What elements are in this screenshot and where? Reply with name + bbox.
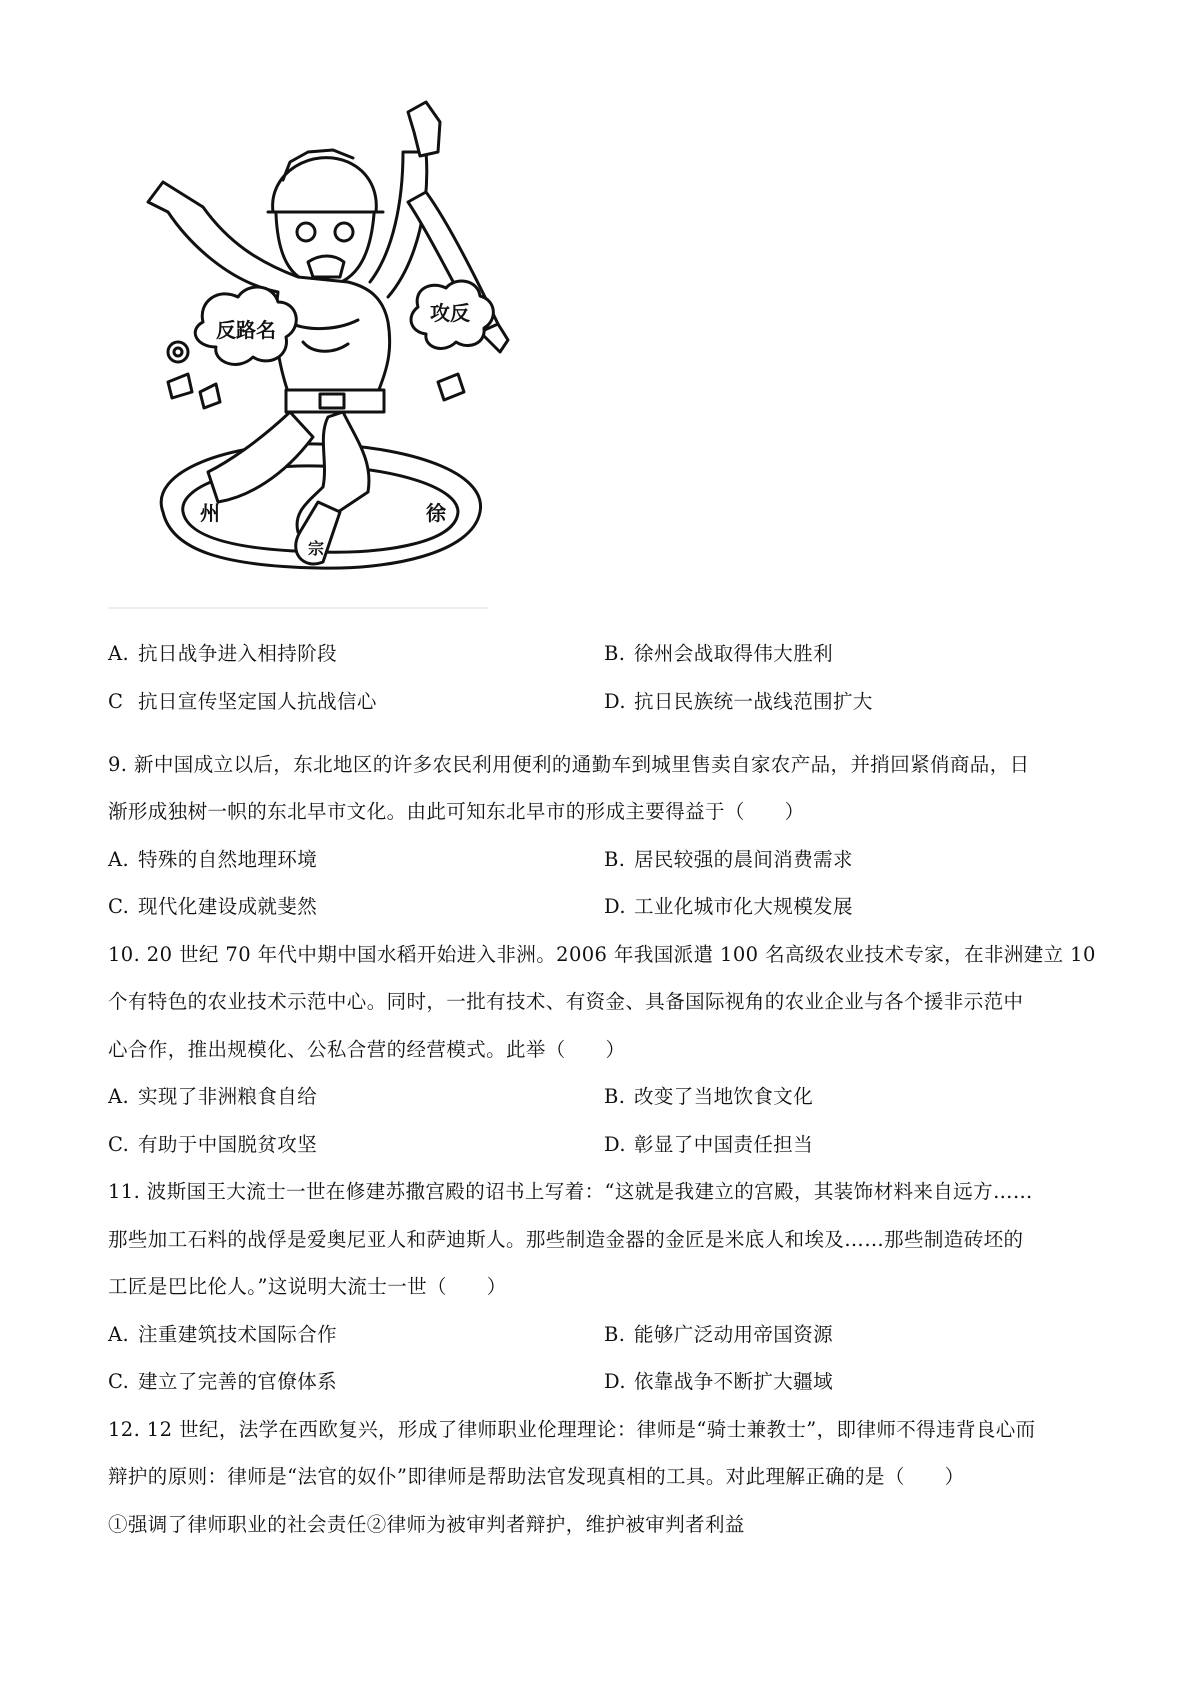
q10-option-a: A. 实现了非洲粮食自给 (108, 1085, 318, 1108)
q8-option-c: C 抗日宣传坚定国人抗战信心 (108, 690, 377, 713)
q10-option-c: C. 有助于中国脱贫攻坚 (108, 1133, 318, 1156)
q11-option-c: C. 建立了完善的官僚体系 (108, 1370, 338, 1393)
pistol (408, 102, 440, 156)
q12-stem-line-2: 辩护的原则：律师是“法官的奴仆”即律师是帮助法官发现真相的工具。对此理解正确的是（ ） (108, 1465, 965, 1488)
q10-option-d: D. 彰显了中国责任担当 (604, 1133, 814, 1156)
q9-option-d: D. 工业化城市化大规模发展 (604, 895, 853, 918)
q11-stem-line-2: 那些加工石料的战俘是爱奥尼亚人和萨迪斯人。那些制造金器的金匠是米底人和埃及……那些制造砖坯的 (108, 1228, 1024, 1251)
sign-left-text: 反路名 (216, 318, 276, 342)
q9-option-c: C. 现代化建设成就斐然 (108, 895, 318, 918)
q11-stem-line-1: 11. 波斯国王大流士一世在修建苏撒宫殿的诏书上写着：“这就是我建立的宫殿，其装饰材料来自远方…… (108, 1180, 1033, 1203)
ground-label-3: 宗 (308, 539, 325, 558)
soldier-arm (370, 152, 427, 297)
q12-statement-line: ①强调了律师职业的社会责任②律师为被审判者辩护，维护被审判者利益 (108, 1513, 745, 1536)
q11-option-d: D. 依靠战争不断扩大疆域 (604, 1370, 834, 1393)
q8-option-d: D. 抗日民族统一战线范围扩大 (604, 690, 873, 713)
soldier-leg-left (208, 412, 313, 502)
q9-option-b: B. 居民较强的晨间消费需求 (604, 848, 853, 871)
q10-option-b: B. 改变了当地饮食文化 (604, 1085, 814, 1108)
q11-stem-line-3: 工匠是巴比伦人。”这说明大流士一世（ ） (108, 1275, 507, 1298)
q9-stem-line-2: 渐形成独树一帜的东北早市文化。由此可知东北早市的形成主要得益于（ ） (108, 800, 805, 823)
q12-stem-line-1: 12. 12 世纪，法学在西欧复兴，形成了律师职业伦理理论：律师是“骑士兼教士”，即律师不得违背良心而 (108, 1418, 1036, 1441)
q10-stem-line-3: 心合作，推出规模化、公私合营的经营模式。此举（ ） (108, 1038, 626, 1061)
q9-option-a: A. 特殊的自然地理环境 (108, 848, 318, 871)
q8-option-b: B. 徐州会战取得伟大胜利 (604, 642, 834, 665)
cartoon-illustration (108, 92, 526, 610)
q10-stem-line-2: 个有特色的农业技术示范中心。同时，一批有技术、有资金、具备国际视角的农业企业与各个援非示范中 (108, 990, 1024, 1013)
q11-option-b: B. 能够广泛动用帝国资源 (604, 1323, 834, 1346)
ground-label-2: 徐 (426, 501, 446, 525)
q11-option-a: A. 注重建筑技术国际合作 (108, 1323, 338, 1346)
ground-label-1: 州 (200, 501, 220, 525)
sign-right-text: 攻反 (430, 301, 470, 325)
q8-option-a: A. 抗日战争进入相持阶段 (108, 642, 338, 665)
q10-stem-line-1: 10. 20 世纪 70 年代中期中国水稻开始进入非洲。2006 年我国派遣 100 名高级农业技术专家，在非洲建立 10 (108, 943, 1096, 966)
q9-stem-line-1: 9. 新中国成立以后，东北地区的许多农民利用便利的通勤车到城里售卖自家农产品，并捎回紧俏商品，日 (108, 753, 1030, 776)
